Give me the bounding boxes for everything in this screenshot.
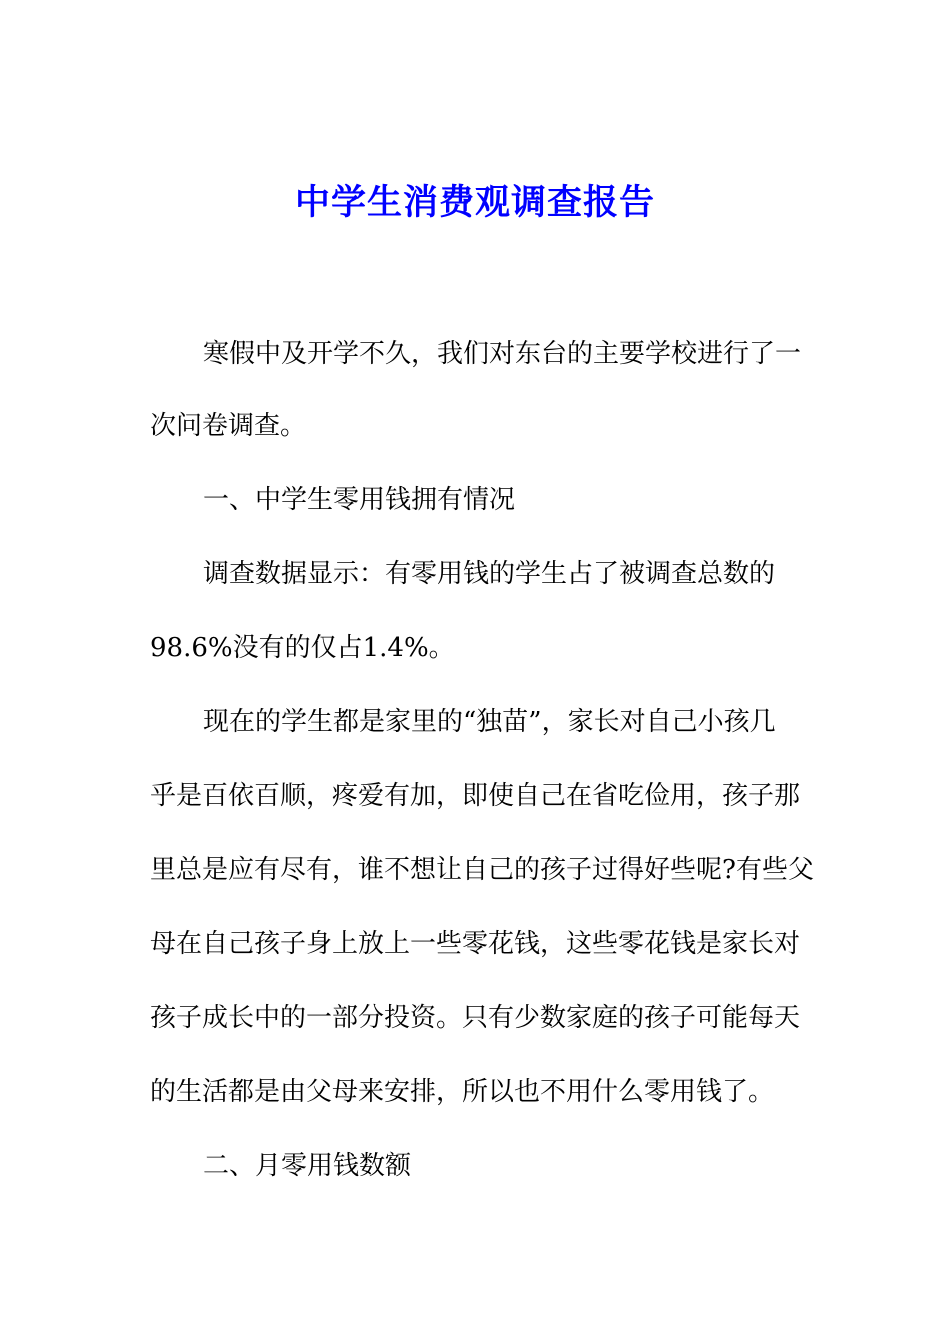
paragraph-line: 次问卷调查。 (150, 411, 307, 441)
paragraph-line: 的生活都是由父母来安排，所以也不用什么零用钱了。 (150, 1077, 775, 1107)
section-heading-2: 二、月零用钱数额 (203, 1151, 412, 1181)
paragraph-line: 乎是百依百顺，疼爱有加，即使自己在省吃俭用，孩子那 (150, 781, 801, 811)
paragraph-line: 里总是应有尽有，谁不想让自己的孩子过得好些呢?有些父 (150, 855, 814, 885)
section-heading-1: 一、中学生零用钱拥有情况 (203, 485, 516, 515)
paragraph-line: 调查数据显示：有零用钱的学生占了被调查总数的 (203, 559, 776, 589)
paragraph-line: 现在的学生都是家里的“独苗”，家长对自己小孩几 (203, 707, 776, 737)
document-title: 中学生消费观调查报告 (294, 182, 655, 223)
paragraph-line: 孩子成长中的一部分投资。只有少数家庭的孩子可能每天 (150, 1003, 801, 1033)
paragraph-line: 寒假中及开学不久，我们对东台的主要学校进行了一 (203, 339, 802, 369)
paragraph-line: 母在自己孩子身上放上一些零花钱，这些零花钱是家长对 (150, 929, 801, 959)
paragraph-line: 98.6%没有的仅占1.4%。 (150, 633, 455, 663)
